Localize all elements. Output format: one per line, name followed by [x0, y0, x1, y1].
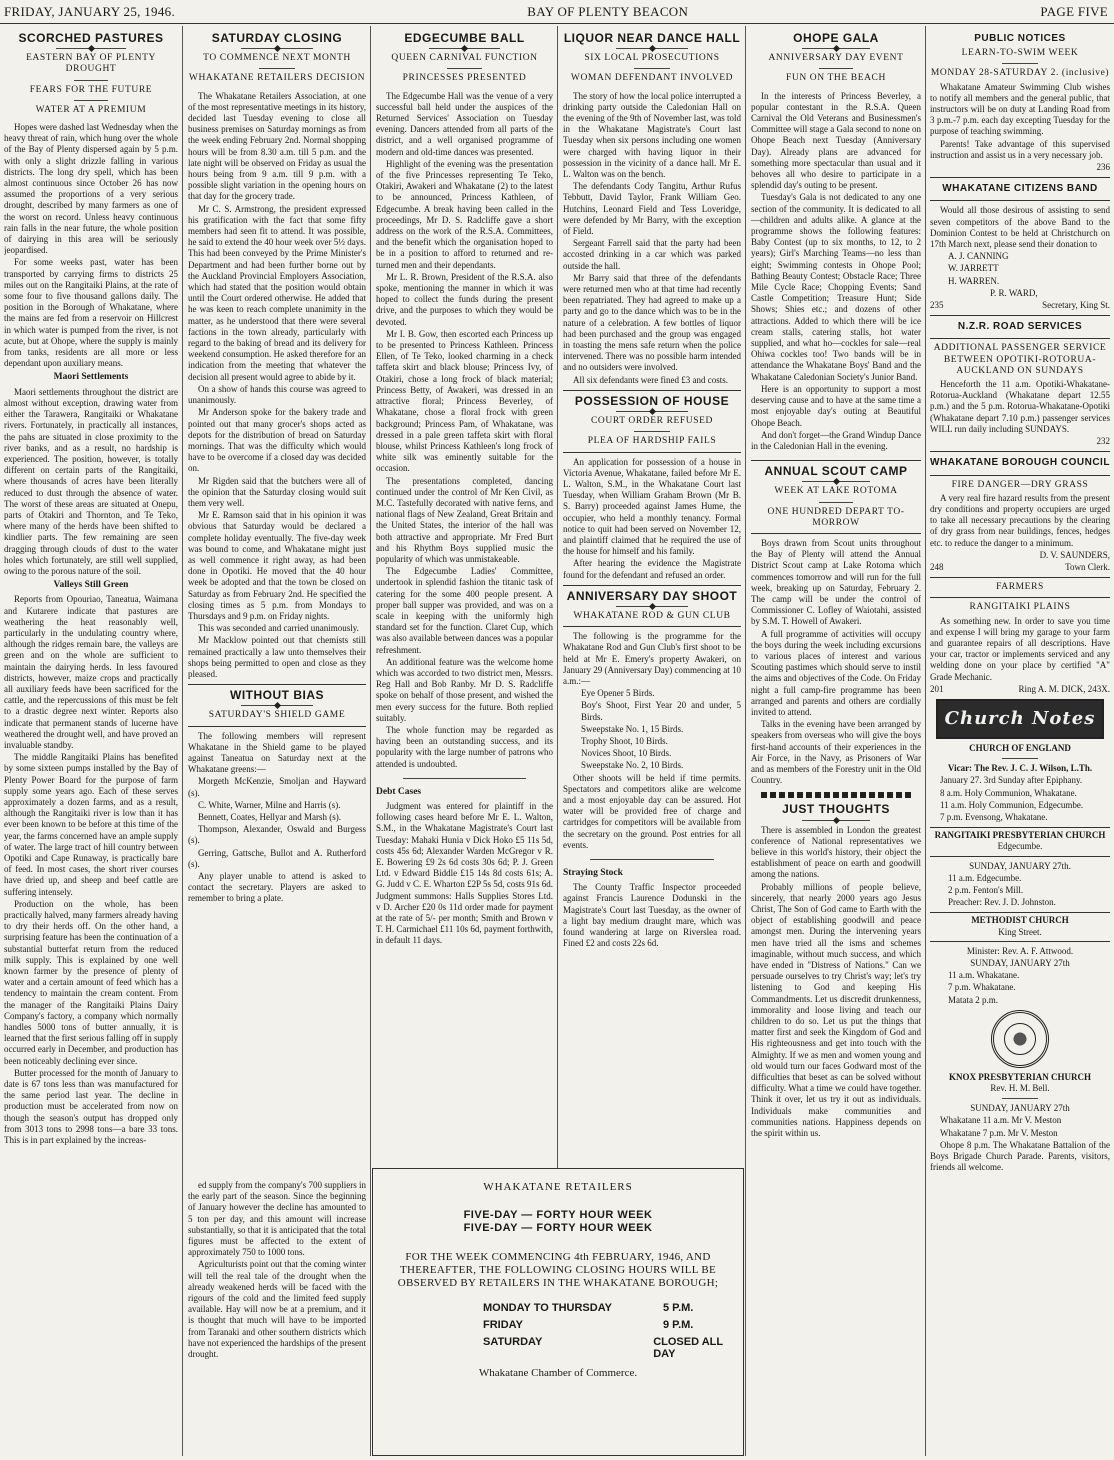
paragraph: Mr Barry said that three of the defendants were returned men who at that time had recently been repatriated. They had agreed to make up a party and go to the dance which was to be in the nature of a celebration. A few bottles of liquor had been purchased and the group was engaged in toasting the mens safe return when the police intervened. There was no possible harm intended and no outsiders were involved. [563, 272, 741, 373]
service-time: Preacher: Rev. J. D. Johnston. [948, 897, 1056, 908]
headline: ANNUAL SCOUT CAMP [764, 464, 908, 479]
church-minister: Vicar: The Rev. J. C. J. Wilson, L.Th. [947, 763, 1093, 774]
paragraph: Maori settlements throughout the district are almost without exception, drawing water from either the Tarawera, Rangitaiki or Whakatane rivers. Fortunately, in practically all instances, the pahs are situated in close proximity to the river banks, and as a result, no hardship is experienced. The position, however, is totally different on certain parts of the Rangitaiki, where thousands of acres have been literally reduced to dust through the absence of water. The worst of these areas are situated at Onepu, parts of Otakiri and Thornton, and Te Teko, where many of the herds have been shifted to kindlier parts. The few remaining are seen dragging through clouds of dust to the water holes which fortunately, are still well supplied, owing to the porous nature of the soil. [4, 386, 178, 576]
notice-heading: LEARN-TO-SWIM WEEK [961, 48, 1079, 59]
notice-number: 236 [1096, 162, 1110, 173]
banner-text: Church Notes [944, 708, 1096, 730]
paragraph: And don't forget—the Grand Windup Dance in the Caledonian Hall in the evening. [751, 429, 921, 451]
headline: EDGECUMBE BALL [404, 31, 525, 45]
paragraph: Sergeant Farrell said that the party had been accosted drinking in a car which was parked outside the hall. [563, 238, 741, 271]
article-ohope-gala [751, 30, 921, 1455]
paragraph: The Edgecumbe Ladies' Committee, undertook in splendid fashion the titanic task of catering for the some 400 people present. A proper ball supper was provided, and was on a scale in keeping with the uniformly high standard set for the function. Claret Cup, which was also available between dances was a popular refreshment. [376, 566, 553, 655]
church-seal-icon [991, 1010, 1049, 1068]
article-scorched-pastures-continued [188, 1180, 366, 1455]
subheading: FUN ON THE BEACH [786, 73, 886, 84]
article-liquor-dance-hall [563, 30, 741, 1160]
church-heading: CHURCH OF ENGLAND [969, 742, 1071, 753]
paragraph: Would all those desirous of assisting to send seven competitors of the above Band to the Dominion Contest to be held at Christchurch on 17th March next, please send their donation to [930, 205, 1110, 250]
paragraph: Mr Anderson spoke for the bakery trade and pointed out that many grocer's shops acted as depots for the distribution of bread on Saturday mornings. That was the difficulty which would have to be overcome if a closed day was decided on. [188, 407, 366, 474]
subheading: QUEEN CARNIVAL FUNCTION [391, 53, 538, 64]
headline: LIQUOR NEAR DANCE HALL [563, 31, 741, 45]
section-heading: Debt Cases [376, 786, 422, 797]
service-date: SUNDAY, JANUARY 27th [970, 1103, 1070, 1114]
hours-day: MONDAY TO THURSDAY [483, 1302, 612, 1314]
notice-number: 201 [930, 683, 944, 694]
ad-headline: FIVE-DAY — FORTY HOUR WEEK [463, 1222, 653, 1234]
paragraph: Mr Macklow pointed out that chemists still remained practically a law unto themselves their shops being permitted to open and close as they pleased. [188, 635, 366, 679]
ad-title: WHAKATANE RETAILERS [483, 1181, 633, 1193]
hours-time: CLOSED ALL DAY [653, 1336, 723, 1360]
service-time: 2 p.m. Fenton's Mill. [948, 884, 1024, 895]
subheading: WHAKATANE ROD & GUN CLUB [573, 610, 731, 621]
church-minister: Rev. H. M. Bell. [990, 1083, 1050, 1094]
paragraph: Other shoots will be held if time permits. Spectators and competitors alike are welcome and a most enjoyable day can be assured. Hot water will be provided free of charge and cartridges for competitors will be available from the secretary on the ground. Post entries for all events. [563, 772, 741, 850]
list-item: Eye Opener 5 Birds. [581, 688, 655, 699]
section-heading: Straying Stock [563, 868, 623, 878]
service-time: 8 a.m. Holy Communion, Whakatane. [940, 787, 1077, 798]
paragraph: Tuesday's Gala is not dedicated to any one section of the community. It is dedicated to all—children and adults alike. A glance at the programme shows the following features: Baby Contest (up to six months, to 12, to 2 years); Girl's Marching Teams—no less than eight; Swimming contests in Ohope Pool; Bathing Beauty Contest; Obstacle Race; Three Mile Cycle Race; Chopping Events; Sand Castle Competition; Treasure Hunt; Side Shows; Shies etc.; and dozens of other attractions. Added to which there will be ice cream stalls, catering stalls, hot water supplied, and what ho—cockles for sale—real Ohiwa cockles too! Two bands will be in attendance the Whakatane Boys' Band and the Whakatane Caledonian Society's Junior Band. [751, 192, 921, 382]
notice-subheading: FIRE DANGER—DRY GRASS [951, 479, 1089, 490]
paragraph: Highlight of the evening was the presentation of the five Princesses representing Te Teko, Otakiri, Awakeri and Whakatane (2) to the latest to be announced, Princess Kathleen, of Edgecumbe. A break having been called in the proceedings, Mr D. S. Radcliffe gave a short address on the work of the R.S.A. Committees, and the benefit which the organisation hoped to be in a position to afford to returned and re-turned men and their dependants. [376, 158, 553, 270]
paragraph: An additional feature was the welcome home which was accorded to two district men, Messrs. Reg Hall and Bob Ranby. Mr D. S. Radcliffe spoke on behalf of those present, and wished the men every success for the future. Both replied suitably. [376, 656, 553, 723]
headline: OHOPE GALA [793, 31, 879, 45]
subheading: WATER AT A PREMIUM [35, 104, 147, 115]
paragraph: A full programme of activities will occupy the boys during the week including excursions to various places of interest and various Scouting pastimes which should serve to instil the aims and objectives of the Code. On Friday night a full camp-fire programme has been arranged and parents and others are cordially invited to attend. [751, 628, 921, 717]
notice-heading: WHAKATANE CITIZENS BAND [942, 183, 1098, 195]
section-heading: Valleys Still Green [53, 580, 129, 591]
paragraph: Any player unable to attend is asked to contact the secretary. Players are asked to remember to bring a plate. [188, 871, 366, 904]
paragraph: Morgeth McKenzie, Smoljan and Hayward (s). [188, 776, 366, 798]
paragraph: A very real fire hazard results from the present dry conditions and property occupiers are urged to take all necessary precautions by the clearing of dry grass from near buildings, fences, hedges etc. to reduce the danger to a minimum. [930, 492, 1110, 548]
notice-number: 235 [930, 300, 944, 311]
service-date: SUNDAY, JANUARY 27th [970, 958, 1070, 968]
column-rule [182, 26, 183, 1456]
article-edgecumbe-ball [376, 30, 553, 1160]
service-time: 11 a.m. Edgecumbe. [948, 872, 1022, 883]
paragraph: Mr E. Ramson said that in his opinion it was obvious that Saturday would be declared a complete holiday eventually. The five-day week was bound to come, and Whakatane might just as well commence it right away, as had been done in Opotiki. He moved that the 40 hour week be adopted and that the town be closed on Saturday as from February 2nd. He specified the closing times as 5 p.m. from Mondays to Thursdays and 9 p.m. on Friday nights. [188, 510, 366, 621]
paragraph: ed supply from the company's 700 suppliers in the early part of the season. Since the beginning of January however the decline has amounted to 5 ton per day, and this amount will increase substantially, so that it is anticipated that the total figures must be affected to the extent of approximately 750 to 1000 tons. [188, 1180, 366, 1258]
paragraph: Bennett, Coates, Hellyar and Marsh (s). [198, 812, 341, 822]
article-scorched-pastures [4, 30, 178, 1455]
column-rule [745, 26, 746, 1456]
service-time: 7 p.m. Whakatane. [948, 982, 1016, 993]
service-time: Ohope 8 p.m. The Whakatane Battalion of the Boys Brigade Church Parade. Parents, visitors, friends all welcome. [930, 1139, 1110, 1173]
hours-time: 9 P.M. [663, 1319, 694, 1331]
headline: SCORCHED PASTURES [18, 31, 164, 45]
subheading: PRINCESSES PRESENTED [402, 73, 527, 84]
list-item: Sweepstake No. 1, 15 Birds. [581, 723, 684, 734]
hours-day: FRIDAY [483, 1319, 523, 1331]
paragraph: Mr I. B. Gow, then escorted each Princess up to be presented to Princess Kathleen. Princess Ellen, of Te Teko, looked charming in a check taffeta skirt and black blouse; Princess Ivy, of Otakiri, chose a long frock of black material; Princess Betty, of Awakeri, was dressed in an attractive floral; Princess Beverley, of Whakatane, chose a floral frock with green background; Princess Pam, of Whakatane, was dressed in a pale green taffeta skirt with floral blouse, whilst Princess Kathleen's long frock of white silk was eminently suitable for the occasion. [376, 328, 553, 474]
ad-headline: FIVE-DAY — FORTY HOUR WEEK [463, 1209, 653, 1221]
paragraph: The presentations completed, dancing continued under the control of Mr Ken Civil, as M.C. Tastefully decorated with native ferns, and national flags of New Zealand, Great Britain and the United States, the interior of the hall was both attractive and appropriate. Mr Fred Burt and his Rhythm Boys supplied music the popularity of which was unmistakeable. [376, 475, 553, 564]
paragraph: Boys drawn from Scout units throughout the Bay of Plenty will attend the Annual District Scout camp at Lake Rotoma which commences tomorrow and will run for the full week, breaking up on Saturday, February 2. The camp will be under the control of Commissioner C. Lofley of Waiotahi, assisted by S.M. T. Howell of Awakeri. [751, 537, 921, 627]
service-time: Whakatane 11 a.m. Mr V. Meston [940, 1115, 1062, 1126]
church-location: Edgecumbe. [997, 841, 1043, 852]
paragraph: Agriculturists point out that the coming winter will tell the real tale of the drought when the already weakened herds will be faced with the rigours of the cold and the limited feed supply available. Hay will now be at a premium, and it is thought that much will have to be imported from Taranaki and other southern districts which have not experienced the hardships of the present drought. [188, 1259, 366, 1360]
paragraph: There is assembled in London the greatest conference of National representatives we believe in this world's history, their object the establishment of peace on earth and goodwill among the nations. [751, 824, 921, 880]
subheading: ONE HUNDRED DEPART TO-MORROW [767, 506, 905, 528]
paragraph: Mr L. R. Brown, President of the R.S.A. also spoke, mentioning the manner in which it was hoped to collect the funds during the present drive, and the purposes to which they would be devoted. [376, 271, 553, 327]
headline: POSSESSION OF HOUSE [574, 393, 730, 408]
headline: SATURDAY CLOSING [211, 31, 343, 45]
service-time: 11 a.m. Whakatane. [948, 970, 1020, 981]
paragraph: The County Traffic Inspector proceeded against Francis Laurence Dodunski in the Magistrate's Court last Tuesday, as the owner of a light bay medium draught mare, which was found wandering at large on Riverslea road. Fined £2 and costs 22s 6d. [563, 882, 741, 949]
paragraph: Whakatane Amateur Swimming Club wishes to notify all members and the general public, that instructors will be on duty at Landing Road from 3 p.m.-7 p.m. each day excepting Tuesday for the purpose of teaching swimming. [930, 81, 1110, 137]
paragraph: The Edgecumbe Hall was the venue of a very successful ball held under the auspices of the Returned Services' Association on Tuesday evening. Dancers attended from all parts of the district, and a well organised programme of modern and old-time dances was presented. [376, 90, 553, 157]
contact: Ring A. M. DICK, 243X. [1018, 683, 1110, 694]
paragraph: Mr C. S. Armstrong, the president expressed his gratification with the fact that some fifty members had seen fit to attend. It was possible, he said to extend the 40 hour week over 5½ days. This had been conveyed by the Prime Minister's Department and had been further borne out by the Auckland Provincial Employers Association, which had stated that the position would obtain until the Court ordered otherwise. He added that he was keen to reach complete unanimity in the matter, as he understood that there were several factions in the town already, particularly with regard to the baking of bread and its delivery for weekend consumption. He asked therefore for an indication from the meeting that whatever the decision all present would agree to abide by it. [188, 203, 366, 382]
signatory-role: Town Clerk. [1065, 561, 1110, 572]
subheading: ANNIVERSARY DAY EVENT [768, 53, 904, 64]
signatory: D. V. SAUNDERS, [1039, 549, 1110, 560]
paragraph: Henceforth the 11 a.m. Opotiki-Whakatane-Rotorua-Auckland (Whakatane depart 12.55 p.m.) and the 5 p.m. Rotorua-Whakatane-Opotiki (Whakatane depart 7.10 p.m.) passenger services WILL run daily including SUNDAYS. [930, 379, 1110, 434]
paragraph: C. White, Warner, Milne and Harris (s). [198, 799, 341, 810]
notice-subheading: RANGITAIKI PLAINS [969, 602, 1071, 613]
subheading: FEARS FOR THE FUTURE [29, 84, 153, 95]
retailers-advertisement [372, 1168, 744, 1456]
hours-row [483, 1302, 743, 1319]
service-time: January 27. 3rd Sunday after Epiphany. [940, 775, 1083, 786]
paragraph: Thompson, Alexander, Oswald and Burgess (s). [188, 824, 366, 846]
paragraph: Gerring, Gattsche, Bullot and A. Rutherford (s). [188, 847, 366, 869]
closing-hours-table [483, 1302, 743, 1360]
subheading: PLEA OF HARDSHIP FAILS [587, 436, 717, 447]
paragraph: This was seconded and carried unanimously. [198, 623, 359, 634]
paragraph: For some weeks past, water has been transported by carrying firms to districts 25 miles out on the Rangitaiki Plains, at the rate of some four to five thousand gallons daily. The position in the Borough of Whakatane, where the mains are fed from a reservoir on Hillcrest in which water is pumped from the river, is not acute, but at Ohope, where the supply is mainly from tanks, residents are all more or less dependant upon auxiliary means. [4, 257, 178, 369]
paragraph: Judgment was entered for plaintiff in the following cases heard before Mr E. L. Walton, S.M., in the Whakatane Magistrate's Court last Tuesday: Mahaki Hunia v Dick Hoko £5 11s 5d, costs 45s 6d; Alexander Warden McGregor v R. E. Bowering £9 2s 6d costs 30s 6d; P. J. Green Ltd. v Edward Biddle £15 14s 8d costs 61s; A. G. Judd v C. E. Wharton £2P 5s 5d, costs 91s 6d. Judgment summons: Halls Supplies Stores Ltd. v D. Archer £20 0s 11d order made for payment at the rate of 5/- per month; Smith and Brown v T. H. Carmichael £11 10s 6d, payment forthwith, in default 11 days. [376, 801, 553, 946]
hours-time: 5 P.M. [663, 1302, 694, 1314]
paragraph: After hearing the evidence the Magistrate found for the defendant and refused an order. [563, 558, 741, 580]
service-time: 7 p.m. Evensong, Whakatane. [940, 811, 1048, 822]
paragraph: Production on the whole, has been practically halved, many farmers already having to dry their herds off. On the other hand, a surprising feature has been the continuation of a substantial butterfat return from the reduced milk supply. This is explained by one well known farmer by the presence of plenty of water and a certain amount of feed which has a tendency to maintain the cream content. From the manager of the Rangitaiki Plains Dairy Company's factory, a company which normally handles 5000 tons of butter annually, it is learned that the first serious falling off in supply occurred early in December, and production has been noticeably declining ever since. [4, 898, 178, 1066]
church-notes-banner [936, 699, 1104, 739]
hours-row [483, 1336, 743, 1360]
paragraph: The Whakatane Retailers Association, at one of the most representative meetings in its history, decided last Tuesday evening to close all business premises on Saturday mornings as from the week ending February 2nd. Normal shopping hours will be from 8.30 a.m. till 5 p.m. and the late night will be observed on Friday as usual the hours being from 9 a.m. till 9 p.m. with a possible slight variation in the opening hours on that day for the grocery trade. [188, 90, 366, 202]
hours-row [483, 1319, 743, 1336]
ad-signature: Whakatane Chamber of Commerce. [478, 1367, 638, 1379]
service-time: 11 a.m. Holy Communion, Edgecumbe. [940, 799, 1084, 810]
paragraph: All six defendants were fined £3 and costs. [573, 374, 728, 385]
column-rule [370, 26, 371, 1456]
notice-number: 248 [930, 561, 944, 572]
public-notices-column [930, 30, 1110, 1455]
list-item: Sweepstake No. 2, 10 Birds. [581, 760, 684, 771]
church-minister: Minister: Rev. A. F. Attwood. [966, 945, 1074, 956]
page-header [0, 0, 1114, 24]
page-number: PAGE FIVE [1040, 3, 1108, 19]
paragraph: Mr Rigden said that the butchers were all of the opinion that the Saturday closing would suit them very well. [188, 475, 366, 508]
paragraph: The whole function may be regarded as having been an outstanding success, and its popularity with the large number of patrons who attended is undoubted. [376, 724, 553, 769]
paragraph: The following members will represent Whakatane in the Shield game to be played against Taneatua on Saturday next at the Whakatane greens:— [188, 730, 366, 775]
church-heading: METHODIST CHURCH [971, 915, 1069, 926]
paragraph: Probably millions of people believe, sincerely, that nearly 2000 years ago Jesus Christ, The Son of God came to Earth with the object of establishing goodwill and peace amongst men. During the intervening years men have tried all the isms and schemes imaginable, without much success, and which have ended in "Distress of Nations." Can we persuade ourselves to try Christ's way; let's try listening to God and keeping His Commandments. Let us discredit drunkenness, immorality and loose living and teach our children to do so. Let us put the things that matter first and seek the Kingdom of God and His righteousness and get into touch with the Almighty. If we as men and women young and old would turn our faces Godward most of the difficulties that beset as can be solved without difficulty. What a time we could have together. Think it over, let us try it out as individuals. Individuals make communities and communities nations. Happiness depends on the spirit within us. [751, 881, 921, 1139]
notice-heading: FARMERS [996, 582, 1044, 593]
paragraph: In the interests of Princess Beverley, a popular contestant in the R.S.A. Queen Carnival the Old Veterans and Businessmen's Committee will stage a Gala second to none on Ohope Beach next Tuesday (Anniversary Day). Already plans are advanced for something more spectacular than usual and it behoves all who desire to participate in a splendid day's outing to be present. [751, 90, 921, 191]
section-heading: Maori Settlements [53, 372, 129, 383]
list-item: Trophy Shoot, 10 Birds. [581, 735, 668, 746]
ad-notice: FOR THE WEEK COMMENCING 4th FEBRUARY, 1946, AND THEREAFTER, THE FOLLOWING CLOSING HOURS WILL BE OBSERVED BY RETAILERS IN THE WHAKATANE BOROUGH; [397, 1251, 719, 1289]
list-item: Novices Shoot, 10 Birds. [581, 748, 672, 759]
subheading: SIX LOCAL PROSECUTIONS [584, 53, 720, 64]
paragraph: Parents! Take advantage of this supervised instruction and assist us in a very necessary job. [930, 138, 1110, 160]
subheading: EASTERN BAY OF PLENTY DROUGHT [26, 53, 156, 75]
subheading: TO COMMENCE NEXT MONTH [203, 53, 351, 64]
paragraph: Reports from Opouriao, Taneatua, Waimana and Kutarere indicate that pastures are weathering the heat reasonably well, particularly in the undulating country where, although the ridges remain bare, the valleys are green and on the whole are sufficient to maintain the dairying herds. In less favoured districts, however, maize crops and practically all auxiliary feeds have been sacrificed for the cattle, and the repercussions of this must be felt to a drastic degree next winter. Reports also indicate that permanent stands of lucerne have weathered the drought well, and have proved an invaluable standby. [4, 594, 178, 750]
subheading: SATURDAY'S SHIELD GAME [208, 710, 346, 721]
signatory: P. R. WARD, [990, 287, 1038, 298]
subheading: WEEK AT LAKE ROTOMA [774, 486, 898, 497]
notice-subheading: ADDITIONAL PASSENGER SERVICE BETWEEN OPOTIKI-ROTORUA-AUCKLAND ON SUNDAYS [933, 343, 1107, 376]
notice-heading: WHAKATANE BOROUGH COUNCIL [930, 457, 1110, 469]
hours-day: SATURDAY [483, 1336, 543, 1348]
service-time: Whakatane 7 p.m. Mr V. Meston [940, 1127, 1058, 1138]
notice-subheading: MONDAY 28-SATURDAY 2. (inclusive) [930, 68, 1110, 79]
signatory-role: Secretary, King St. [1042, 300, 1110, 311]
paragraph: Talks in the evening have been arranged by speakers from overseas who will give the boys first-hand accounts of their experiences in the Air Force, in the Navy, as Prisoners of War and as members of the Forestry unit in the Old Country. [751, 719, 921, 786]
church-heading: KNOX PRESBYTERIAN CHURCH [948, 1071, 1091, 1082]
notice-number: 232 [1096, 436, 1110, 447]
signatory: W. JARRETT [948, 263, 999, 274]
signatory: A. J. CANNING [948, 251, 1009, 262]
subheading: WHAKATANE RETAILERS DECISION [188, 73, 366, 84]
notices-title: PUBLIC NOTICES [974, 33, 1066, 44]
headline: JUST THOUGHTS [782, 802, 890, 817]
paragraph: The middle Rangitaiki Plains has benefited by some sixteen pumps installed by the Bay of Plenty Power Board for the purpose of farm supply some years ago. Each of these serves approximately a dozen farms, and as a result, although the Rangitaiki river is low than it has ever been known to be before at this time of the year, the farms concerned have an ample supply of water. The large tract of hill country between Opotiki and Cape Runaway, is practically bare of feed. In most cases, the short river courses have dried up, and sheep and beef cattle are suffering intensely. [4, 752, 178, 897]
paragraph: On a show of hands this course was agreed to unanimously. [188, 383, 366, 406]
headline: WITHOUT BIAS [230, 688, 324, 703]
church-location: King Street. [998, 926, 1042, 937]
church-heading: RANGITAIKI PRESBYTERIAN CHURCH [934, 830, 1106, 841]
list-item: Boy's Shoot, First Year 20 and under, 5 Birds. [581, 700, 741, 722]
column-rule [925, 26, 926, 1456]
paragraph: The defendants Cody Tangitu, Arthur Rufus Tebbutt, David Taylor, Frank William Geo. Hutchins, Leonard Field and Tess Loveridge, were defended by Mr Barry, with the exception of Field. [563, 181, 741, 237]
signatory: H. WARREN. [948, 275, 1000, 286]
subheading: WOMAN DEFENDANT INVOLVED [570, 73, 734, 84]
paragraph: Butter processed for the month of January to date is 67 tons less than was manufactured for the same period last year. The decline in production must be accelerated from now on though the season's output has dropped only from 3013 tons to 2998 tons—a bare 33 tons. This is in part explained by the increas- [4, 1067, 178, 1146]
paragraph: An application for possession of a house in Victoria Avenue, Whakatane, failed before Mr E. L. Walton, S.M., in the Whakatane Court last Tuesday, when William Graham Brown (Mr B. S. Barry) proceeded against James Hume, the occupier, who held a monthly tenancy. Formal notice to quit had been served on November 12, and plaintiff claimed that he required the use of the house for himself and his family. [563, 456, 741, 557]
decorative-border [761, 792, 911, 798]
issue-date: FRIDAY, JANUARY 25, 1946. [4, 3, 175, 19]
paper-name: BAY OF PLENTY BEACON [527, 3, 689, 19]
paragraph: As something new. In order to save you time and expense I will bring my garage to your farm and guarantee repairs of all descriptions. Have your car, tractor or implements serviced and any welding done on your place by certified "A" Grade Mechanic. [930, 615, 1110, 682]
paragraph: The following is the programme for the Whakatane Rod and Gun Club's first shoot to be held at Mr E. Emery's property Awakeri, on January 29 (Anniversary Day) commencing at 10 a.m.:— [563, 631, 741, 686]
paragraph: Here is an opportunity to support a most deserving cause and to have at the same time a most enjoyable day's outing at Beautiful Ohope Beach. [751, 383, 921, 428]
service-date: SUNDAY, JANUARY 27th. [969, 860, 1071, 871]
paragraph: The story of how the local police interrupted a drinking party outside the Caledonian Hall on the evening of the 9th of November last, was told in the Whakatane Magistrate's Court last Tuesday when six persons including one women were charged with having liquor in their possession in the vicinity of a dance hall. Mr E. L. Walton was on the bench. [563, 90, 741, 180]
subheading: COURT ORDER REFUSED [590, 416, 714, 427]
headline: ANNIVERSARY DAY SHOOT [566, 588, 738, 603]
paragraph: Hopes were dashed last Wednesday when the heavy threat of rain, which hung over the whole of the Bay of Plenty dispersed again by 5 p.m. with only a slight drizzle falling in various districts. The long dry spell, which has been almost continuous since October 26 has now assumed the proportions of a very serious drought, described by many farmers as one of the worst on record. Unless heavy continuous rain falls in the near future, the whole position of dairying in this area will be seriously jeopardised. [4, 122, 178, 256]
notice-heading: N.Z.R. ROAD SERVICES [957, 321, 1083, 333]
service-time: Matata 2 p.m. [948, 994, 998, 1005]
